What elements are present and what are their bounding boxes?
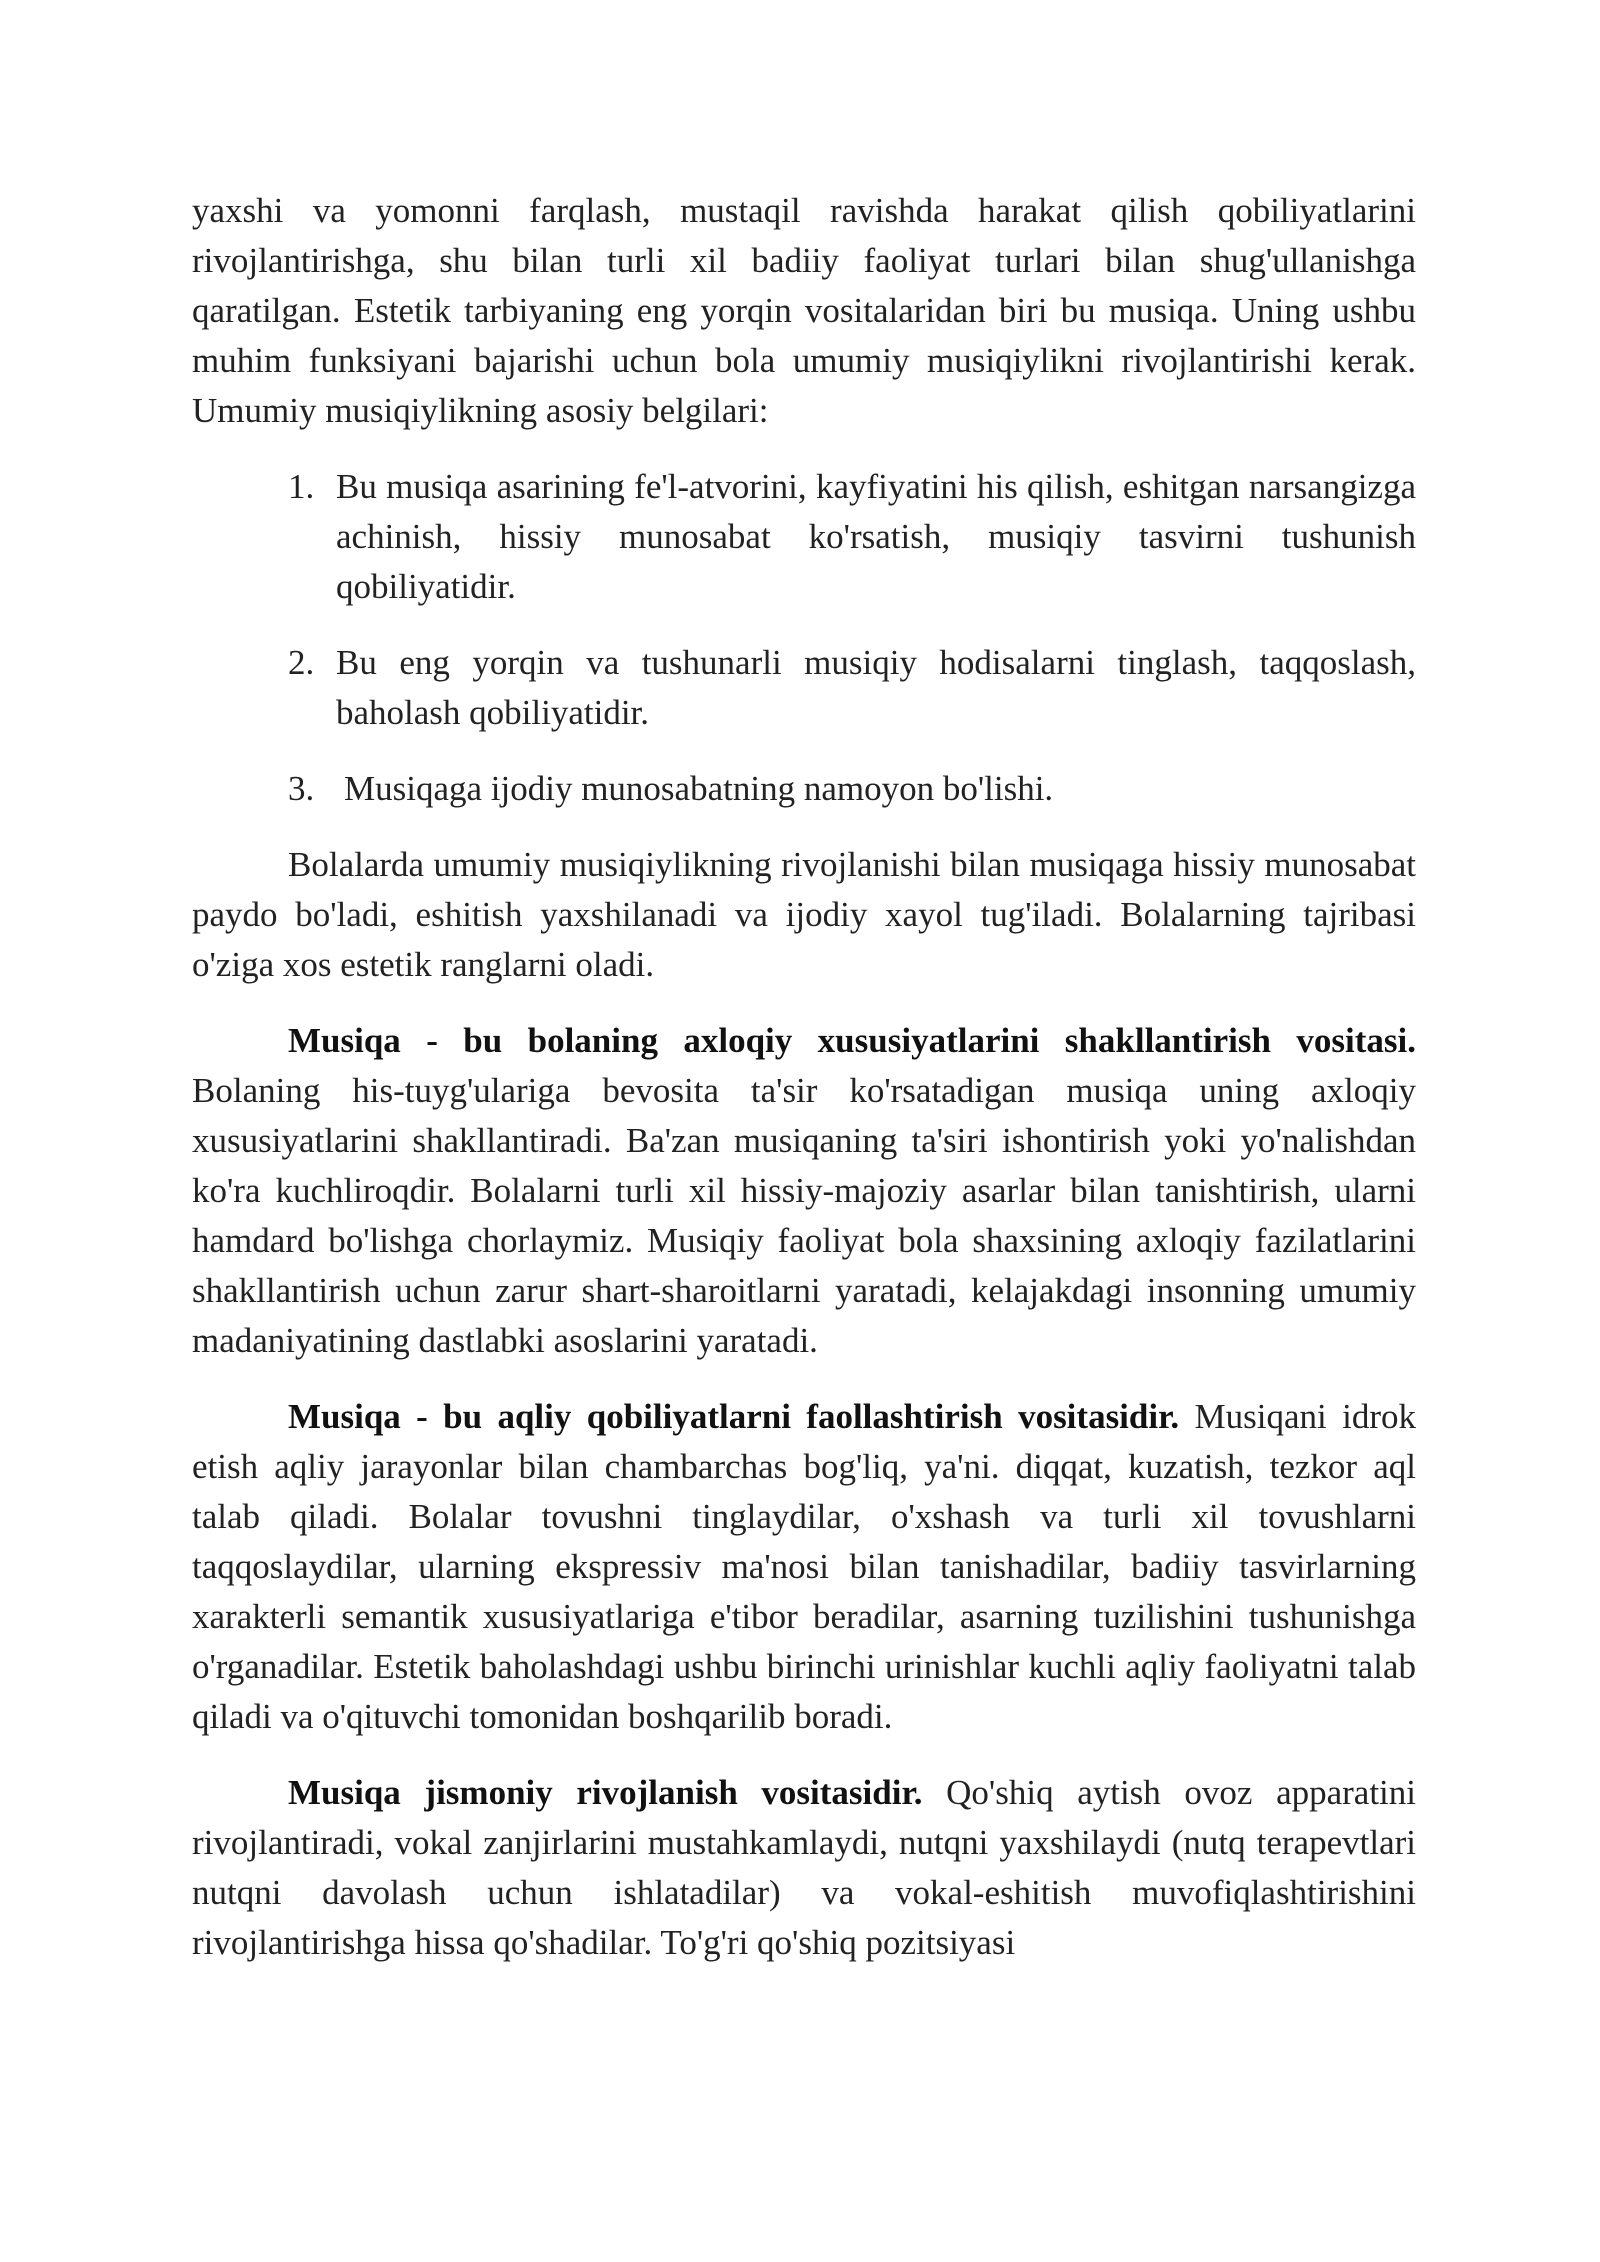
paragraph-physical xyxy=(192,1768,1416,1968)
list-item-text: Bu eng yorqin va tushunarli musiqiy hodisalarni tinglash, taqqoslash, baholash qobiliyatidir. xyxy=(336,643,1416,732)
list-item-text: Musiqaga ijodiy munosabatning namoyon bo'lishi. xyxy=(344,769,1054,808)
list-item xyxy=(192,764,1416,814)
paragraph-heading: Musiqa jismoniy rivojlanish vositasidir. xyxy=(288,1773,923,1812)
document-body xyxy=(192,186,1416,1968)
list-item xyxy=(192,638,1416,738)
list-item xyxy=(192,462,1416,612)
paragraph-heading: Musiqa - bu bolaning axloqiy xususiyatlarini shakllantirish vositasi. xyxy=(288,1021,1416,1060)
numbered-list xyxy=(192,462,1416,814)
paragraph-text: Qo'shiq aytish ovoz apparatini rivojlantiradi, vokal zanjirlarini mustahkamlaydi, nutqni yaxshilaydi (nutq terapevtlari nutqni davolash uchun ishlatadilar) va vokal-eshitish muvofiqlashtirishini rivojlantirishga hissa qo'shadilar. To'g'ri qo'shiq pozitsiyasi xyxy=(192,1773,1417,1962)
list-number: 3. xyxy=(288,769,315,808)
paragraph-text: Bolaning his-tuyg'ulariga bevosita ta'sir ko'rsatadigan musiqa uning axloqiy xususiyatlarini shakllantiradi. Ba'zan musiqaning ta'siri ishontirish yoki yo'nalishdan ko'ra kuchliroqdir. Bolalarni turli xil hissiy-majoziy asarlar bilan tanishtirish, ularni hamdard bo'lishga chorlaymiz. Musiqiy faoliyat bola shaxsining axloqiy fazilatlarini shakllantirish uchun zarur shart-sharoitlarni yaratadi, kelajakdagi insonning umumiy madaniyatining dastlabki asoslarini yaratadi. xyxy=(192,1071,1416,1360)
paragraph-text: Musiqani idrok etish aqliy jarayonlar bilan chambarchas bog'liq, ya'ni. diqqat, kuzatish, tezkor aql talab qiladi. Bolalar tovushni tinglaydilar, o'xshash va turli xil tovushlarni taqqoslaydilar, ularning ekspressiv ma'nosi bilan tanishadilar, badiiy tasvirlarning xarakterli semantik xususiyatlariga e'tibor beradilar, asarning tuzilishini tushunishga o'rganadilar. Estetik baholashdagi ushbu birinchi urinishlar kuchli aqliy faoliyatni talab qiladi va o'qituvchi tomonidan boshqarilib boradi. xyxy=(192,1397,1416,1736)
paragraph-general: Bolalarda umumiy musiqiylikning rivojlanishi bilan musiqaga hissiy munosabat paydo bo'ladi, eshitish yaxshilanadi va ijodiy xayol tug'iladi. Bolalarning tajribasi o'ziga xos estetik ranglarni oladi. xyxy=(192,845,1416,984)
paragraph-mental xyxy=(192,1392,1416,1742)
paragraph-heading: Musiqa - bu aqliy qobiliyatlarni faollashtirish vositasidir. xyxy=(288,1397,1180,1436)
list-item-text: Bu musiqa asarining fe'l-atvorini, kayfiyatini his qilish, eshitgan narsangizga achinish, hissiy munosabat ko'rsatish, musiqiy tasvirni tushunish qobiliyatidir. xyxy=(336,467,1416,606)
list-number: 2. xyxy=(288,643,315,682)
paragraph-intro: yaxshi va yomonni farqlash, mustaqil ravishda harakat qilish qobiliyatlarini rivojlantirishga, shu bilan turli xil badiiy faoliyat turlari bilan shug'ullanishga qaratilgan. Estetik tarbiyaning eng yorqin vositalaridan biri bu musiqa. Uning ushbu muhim funksiyani bajarishi uchun bola umumiy musiqiylikni rivojlantirishi kerak. Umumiy musiqiylikning asosiy belgilari: xyxy=(192,191,1416,430)
paragraph-moral xyxy=(192,1016,1416,1366)
list-number: 1. xyxy=(288,467,315,506)
